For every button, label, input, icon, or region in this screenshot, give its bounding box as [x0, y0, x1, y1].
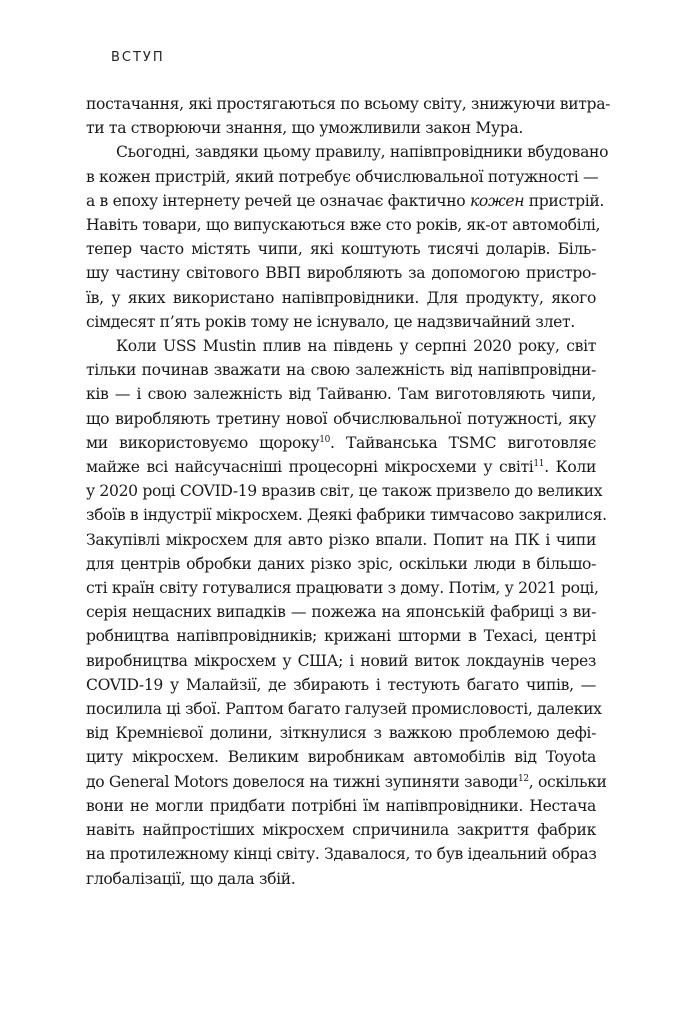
text-line: ми використовуємо щороку$^{10}$. Тайванська TSMC виготовляє: [86, 433, 596, 452]
footnote-marker: 12: [517, 773, 529, 784]
running-head: ВСТУП: [111, 50, 165, 65]
text-line: що виробляють третину нової обчислювальної потужності, яку: [86, 409, 596, 428]
text-line: збоїв в індустрії мікросхем. Деякі фабрики тимчасово закрилися.: [86, 506, 607, 525]
text-line: Сьогодні, завдяки цьому правилу, напівпровідники вбудовано: [116, 143, 609, 162]
text-line: Закупівлі мікросхем для авто різко впали. Попит на ПК і чипи: [86, 530, 596, 549]
text-line: а в епоху інтернету речей це означає фактично кожен пристрій.: [86, 191, 605, 210]
text-line: навіть найпростіших мікросхем спричинила закриття фабрик: [86, 821, 596, 840]
footnote-marker: 10: [319, 434, 331, 445]
text-line: глобалізації, що дала збій.: [86, 869, 296, 888]
text-line: до General Motors довелося на тижні зупиняти заводи$^{12}$, оскільки: [86, 772, 607, 791]
text-line: їв, у яких використано напівпровідники. Для продукту, якого: [86, 288, 596, 307]
text-line: на протилежному кінці світу. Здавалося, то був ідеальний образ: [86, 845, 597, 864]
text-line: у 2020 році COVID-19 вразив світ, це також призвело до великих: [86, 482, 603, 501]
text-line: сімдесят п’ять років тому не існувало, це надзвичайний злет.: [86, 312, 575, 331]
text-line: серія нещасних випадків — пожежа на японській фабриці з ви-: [86, 603, 596, 622]
text-line: для центрів обробки даних різко зріс, оскільки люди в більшо-: [86, 554, 596, 573]
text-line: шу частину світового ВВП виробляють за допомогою пристро-: [86, 264, 596, 283]
text-line: ків — і свою залежність від Тайваню. Там виготовляють чипи,: [86, 385, 596, 404]
text-line: ти та створюючи знання, що уможливили закон Мура.: [86, 119, 524, 138]
text-line: постачання, які простягаються по всьому світу, знижуючи витра-: [86, 95, 611, 113]
footnote-marker: 11: [533, 459, 545, 470]
text-line: робництва напівпровідників; крижані шторми в Техасі, центрі: [86, 627, 596, 646]
text-line: від Кремнієвої долини, зіткнулися з важкою проблемою дефі-: [86, 724, 596, 743]
text-line: COVID-19 у Малайзії, де збирають і тестують багато чипів, —: [86, 675, 596, 694]
text-line: тільки починав зважати на свою залежність від напівпровідни-: [86, 361, 596, 380]
emphasis: кожен: [469, 191, 525, 210]
text-line: майже всі найсучасніші процесорні мікросхеми у світі$^{11}$. Коли: [86, 458, 597, 477]
text-line: сті країн світу готувалися працювати з дому. Потім, у 2021 році,: [86, 579, 599, 598]
text-line: Коли USS Mustin плив на південь у серпні 2020 року, світ: [116, 337, 596, 356]
text-line: тепер часто містять чипи, які коштують тисячі доларів. Біль-: [86, 240, 596, 259]
body-text: [86, 92, 611, 891]
text-line: в кожен пристрій, який потребує обчислювальної потужності —: [86, 167, 599, 186]
text-line: циту мікросхем. Великим виробникам автомобілів від Toyota: [86, 748, 596, 767]
text-line: Навіть товари, що випускаються вже сто років, як-от автомобілі,: [86, 216, 601, 235]
text-line: посилила ці збої. Раптом багато галузей промисловості, далеких: [86, 700, 602, 719]
text-line: виробництва мікросхем у США; і новий виток локдаунів через: [86, 651, 596, 670]
text-line: вони не могли придбати потрібні їм напівпровідники. Нестача: [86, 796, 596, 815]
